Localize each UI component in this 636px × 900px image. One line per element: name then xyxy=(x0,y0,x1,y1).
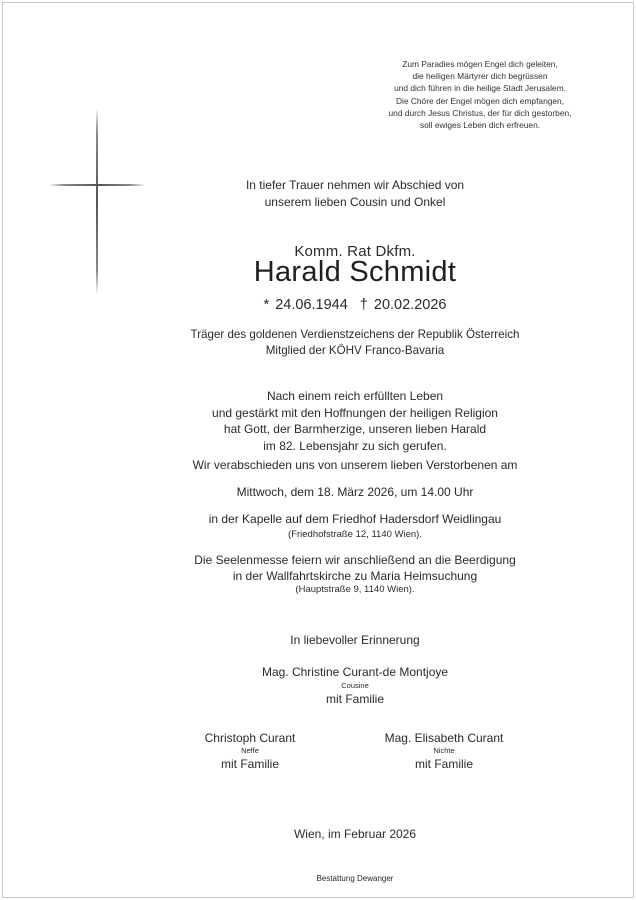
life-line: im 82. Lebensjahr zu sich gerufen. xyxy=(263,438,447,453)
undertaker-credit: Bestattung Dewanger xyxy=(316,874,394,883)
mass-address: (Hauptstraße 9, 1140 Wien). xyxy=(295,584,415,595)
intro-line: unserem lieben Cousin und Onkel xyxy=(264,195,446,209)
intro-text xyxy=(0,177,636,211)
mourner-cousine-name: Mag. Christine Curant-de Montjoye xyxy=(261,665,449,679)
birth-date: * 24.06.1944 xyxy=(263,297,348,313)
award-line: Mitglied der KÖHV Franco-Bavaria xyxy=(265,344,445,357)
prayer-line: und dich führen in die heilige Stadt Jerusalem. xyxy=(394,83,566,94)
awards xyxy=(0,327,636,359)
mourner-nephew xyxy=(190,731,310,772)
funeral-address: (Friedhofstraße 12, 1140 Wien). xyxy=(288,529,422,540)
funeral-place: in der Kapelle auf dem Friedhof Hadersdorf Weidlingau xyxy=(208,512,502,526)
prayer-line: die heiligen Märtyrer dich begrüssen xyxy=(412,71,548,82)
life-line: und gestärkt mit den Hoffnungen der heiligen Religion xyxy=(212,405,498,420)
mourner-family: mit Familie xyxy=(414,757,473,771)
mourner-family: mit Familie xyxy=(220,757,279,771)
mourner-name: Mag. Elisabeth Curant xyxy=(384,731,504,745)
life-line: hat Gott, der Barmherzige, unseren lieben Harald xyxy=(223,422,487,436)
mourner-niece xyxy=(374,731,514,772)
closing-place-date: Wien, im Februar 2026 xyxy=(293,827,417,841)
mass-line: in der Wallfahrtskirche zu Maria Heimsuchung xyxy=(232,569,478,583)
deceased-name: Harald Schmidt xyxy=(253,256,457,288)
life-line: Nach einem reich erfüllten Leben xyxy=(266,389,444,403)
prayer-verse xyxy=(340,58,620,131)
farewell-text: Wir verabschieden uns von unserem lieben Verstorbenen am xyxy=(192,458,518,472)
deceased-honorific: Komm. Rat Dkfm. xyxy=(294,243,416,260)
prayer-line: Zum Paradies mögen Engel dich geleiten, xyxy=(402,59,558,69)
death-date: † 20.02.2026 xyxy=(359,297,447,313)
intro-line: In tiefer Trauer nehmen wir Abschied von xyxy=(245,178,465,192)
prayer-line: Die Chöre der Engel mögen dich empfangen, xyxy=(395,95,565,106)
mourner-relation: Neffe xyxy=(241,746,259,755)
funeral-date: Mittwoch, dem 18. März 2026, um 14.00 Uhr xyxy=(236,485,474,499)
life-dates xyxy=(0,297,636,313)
mourner-relation: Nichte xyxy=(433,746,455,755)
award-line: Träger des goldenen Verdienstzeichens der Republik Österreich xyxy=(190,328,520,341)
mass-line: Die Seelenmesse feiern wir anschließend an die Beerdigung xyxy=(194,553,516,567)
prayer-line: und durch Jesus Christus, der für dich gestorben, xyxy=(388,107,572,118)
prayer-line: soll ewiges Leben dich erfreuen. xyxy=(419,120,541,131)
life-text xyxy=(0,388,636,454)
memory-heading: In liebevoller Erinnerung xyxy=(290,633,420,647)
mourner-name: Christoph Curant xyxy=(204,731,296,745)
mourner-cousine-family: mit Familie xyxy=(325,692,384,706)
mass-text xyxy=(0,552,636,584)
mourner-cousine-relation: Cousine xyxy=(341,681,369,690)
